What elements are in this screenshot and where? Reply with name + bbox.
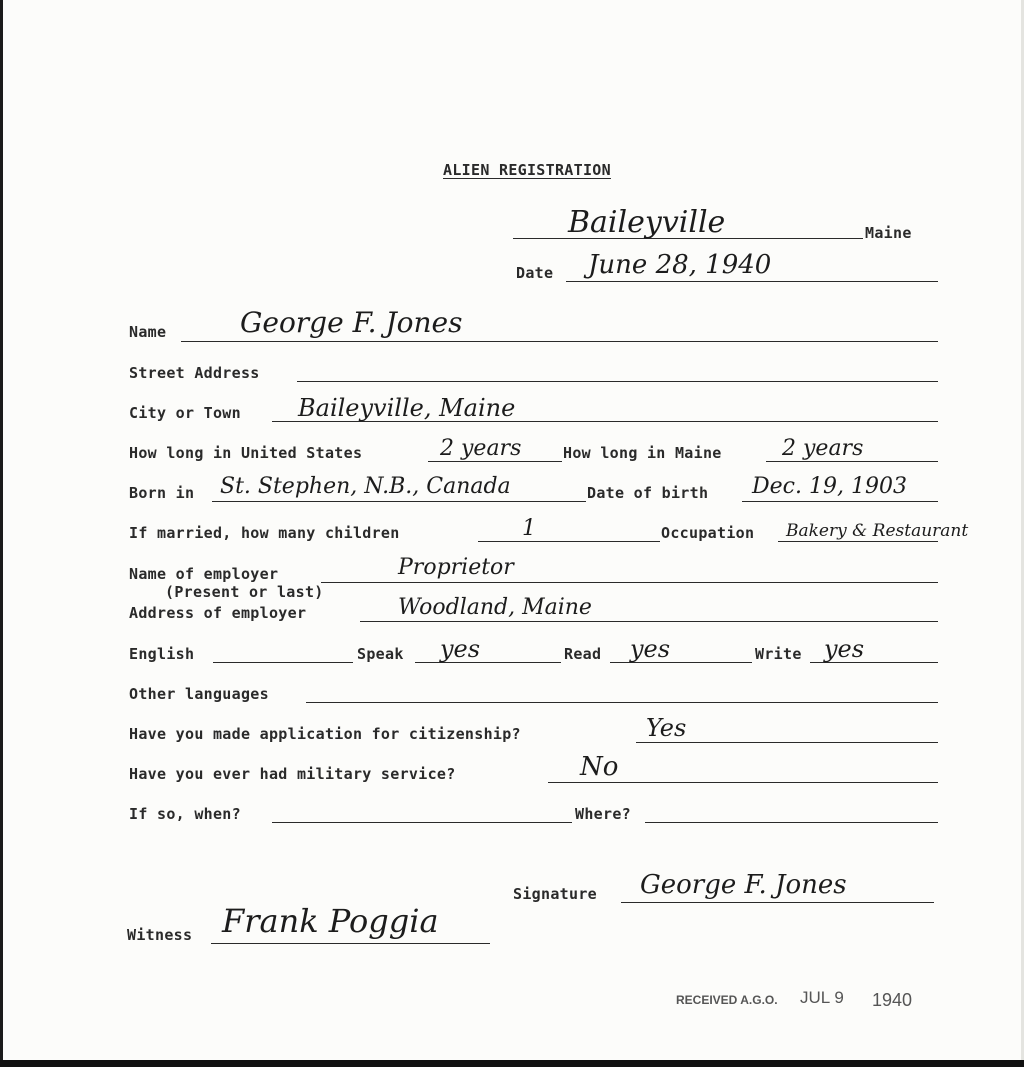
speak-entry: yes <box>440 635 481 663</box>
children-line <box>478 541 660 542</box>
when-line <box>272 822 572 823</box>
street-line <box>297 381 938 382</box>
other-languages-label: Other languages <box>129 685 269 703</box>
witness-label: Witness <box>127 926 193 944</box>
witness-line <box>211 943 490 944</box>
english-line <box>213 662 353 663</box>
date-line <box>566 281 938 282</box>
birthplace-label: Born in <box>129 484 195 502</box>
state-label: Maine <box>865 224 912 242</box>
where-line <box>645 822 938 823</box>
citizenship-label: Have you made application for citizenship? <box>129 725 521 743</box>
witness-signature: Frank Poggia <box>222 902 439 940</box>
when-label: If so, when? <box>129 805 241 823</box>
english-label: English <box>129 645 195 663</box>
scan-edge-bottom <box>0 1060 1024 1067</box>
children-label: If married, how many children <box>129 524 400 542</box>
military-entry: No <box>580 752 619 782</box>
scan-edge-left <box>0 0 3 1067</box>
received-stamp-date: JUL 9 <box>800 988 844 1007</box>
employer-note: (Present or last) <box>165 583 324 601</box>
maine-duration-entry: 2 years <box>782 436 864 461</box>
signature-label: Signature <box>513 885 597 903</box>
occupation-entry: Bakery & Restaurant <box>786 521 969 541</box>
other-languages-line <box>306 702 938 703</box>
write-label: Write <box>755 645 802 663</box>
date-label: Date <box>516 264 554 282</box>
children-entry: 1 <box>522 516 536 541</box>
dob-entry: Dec. 19, 1903 <box>752 474 907 499</box>
military-label: Have you ever had military service? <box>129 765 456 783</box>
town-entry: Baileyville <box>568 205 726 240</box>
read-label: Read <box>564 645 602 663</box>
us-duration-label: How long in United States <box>129 444 363 462</box>
citizenship-entry: Yes <box>646 714 687 742</box>
where-label: Where? <box>575 805 631 823</box>
name-entry: George F. Jones <box>240 306 463 339</box>
employer-address-label: Address of employer <box>129 604 307 622</box>
employer-label: Name of employer <box>129 565 279 583</box>
read-entry: yes <box>630 635 671 663</box>
date-entry: June 28, 1940 <box>588 250 772 280</box>
employer-address-entry: Woodland, Maine <box>398 595 592 620</box>
name-line <box>181 341 938 342</box>
dob-label: Date of birth <box>587 484 709 502</box>
speak-line <box>415 662 561 663</box>
street-label: Street Address <box>129 364 260 382</box>
signature-entry: George F. Jones <box>640 870 847 900</box>
employer-entry: Proprietor <box>398 555 514 580</box>
city-label: City or Town <box>129 404 241 422</box>
write-entry: yes <box>824 635 865 663</box>
city-entry: Baileyville, Maine <box>298 394 516 422</box>
military-line <box>548 782 938 783</box>
name-label: Name <box>129 323 167 341</box>
maine-duration-label: How long in Maine <box>563 444 722 462</box>
occupation-label: Occupation <box>661 524 755 542</box>
received-stamp-text: RECEIVED A.G.O. <box>676 993 778 1007</box>
us-duration-entry: 2 years <box>440 436 522 461</box>
form-title: ALIEN REGISTRATION <box>443 161 611 179</box>
speak-label: Speak <box>357 645 404 663</box>
birthplace-entry: St. Stephen, N.B., Canada <box>220 474 511 499</box>
signature-line <box>621 902 934 903</box>
received-stamp-year: 1940 <box>872 990 913 1010</box>
